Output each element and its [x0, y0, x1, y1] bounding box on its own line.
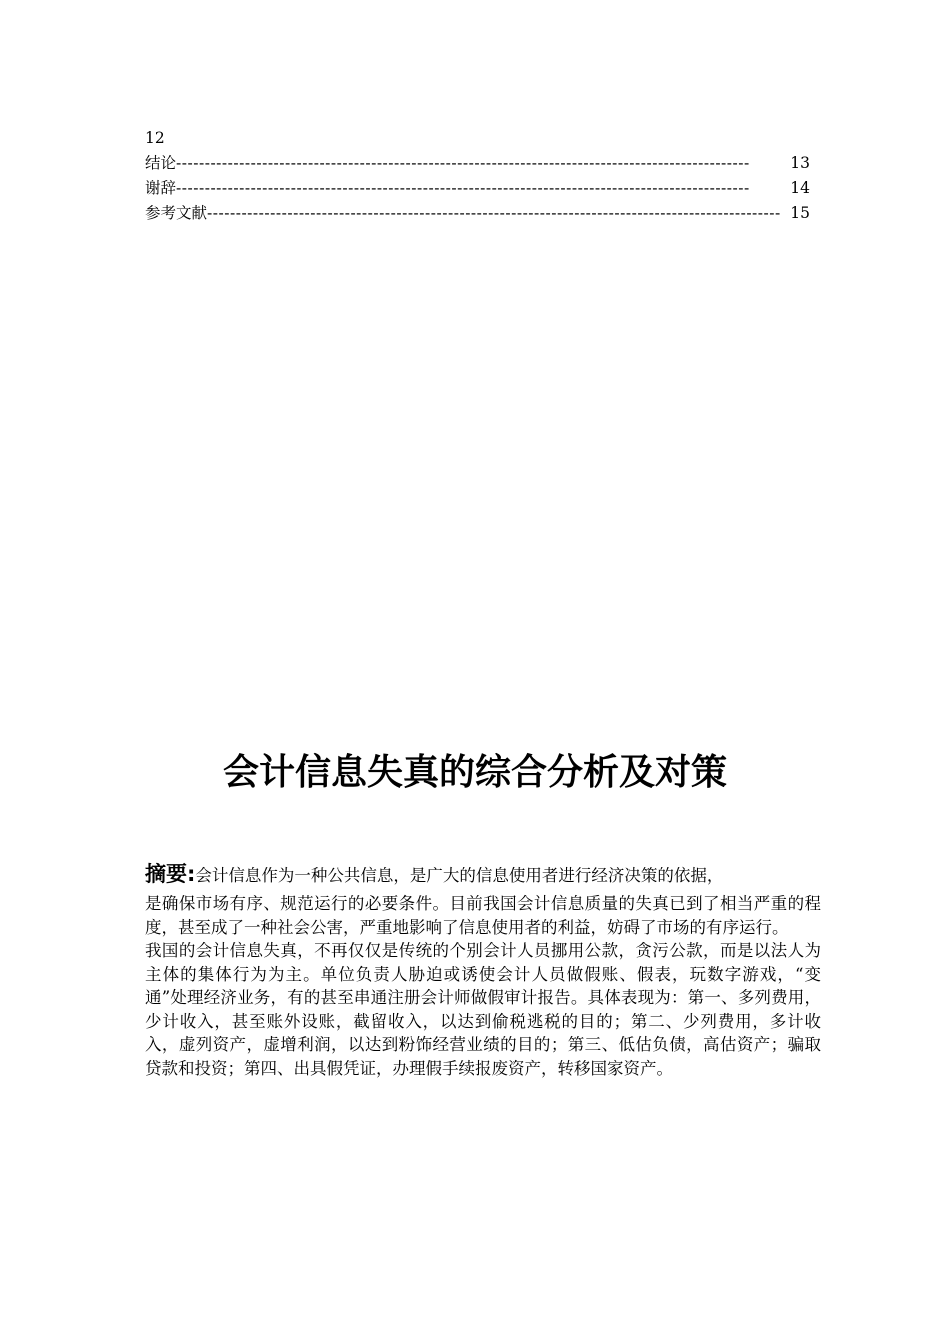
toc-entry-acknowledgements — [145, 176, 810, 201]
toc-leader: ---------------------------------------------------------------------------------------------------- — [207, 204, 781, 222]
abstract-intro: 会计信息作为一种公共信息，是广大的信息使用者进行经济决策的依据， — [195, 866, 724, 885]
paper-title: 会计信息失真的综合分析及对策 — [222, 752, 727, 793]
abstract-first-line — [145, 858, 821, 892]
abstract-paragraph-1: 是确保市场有序、规范运行的必要条件。目前我国会计信息质量的失真已到了相当严重的程度，甚至成了一种社会公害，严重地影响了信息使用者的利益，妨碍了市场的有序运行。 — [145, 894, 821, 937]
toc-entry-page: 13 — [790, 154, 810, 172]
toc-entry-conclusion — [145, 151, 810, 176]
toc-leader: ---------------------------------------------------------------------------------------------------- — [176, 154, 750, 172]
abstract-paragraph-2: 我国的会计信息失真，不再仅仅是传统的个别会计人员挪用公款，贪污公款，而是以法人为主体的集体行为为主。单位负责人胁迫或诱使会计人员做假账、假表，玩数字游戏，“变通”处理经济业务，有的甚至串通注册会计师做假审计报告。具体表现为：第一、多列费用，少计收入，甚至账外设账，截留收入，以达到偷税逃税的目的；第二、少列费用，多计收入，虚列资产，虚增利润，以达到粉饰经营业绩的目的；第三、低估负债，高估资产；骗取贷款和投资；第四、出具假凭证，办理假手续报废资产，转移国家资产。 — [145, 941, 821, 1078]
toc-entry-label: 谢辞 — [145, 179, 177, 197]
toc-entry-page: 14 — [790, 179, 810, 197]
toc-entry-label: 结论 — [145, 154, 177, 172]
toc-entry-page: 15 — [790, 204, 810, 222]
toc-page-fragment: 12 — [145, 129, 165, 147]
toc-entry-label: 参考文献 — [145, 204, 208, 222]
abstract — [145, 858, 821, 1080]
toc-entry-references — [145, 201, 810, 226]
abstract-label: 摘要: — [145, 862, 196, 886]
table-of-contents — [145, 126, 810, 226]
toc-leader: ---------------------------------------------------------------------------------------------------- — [176, 179, 750, 197]
